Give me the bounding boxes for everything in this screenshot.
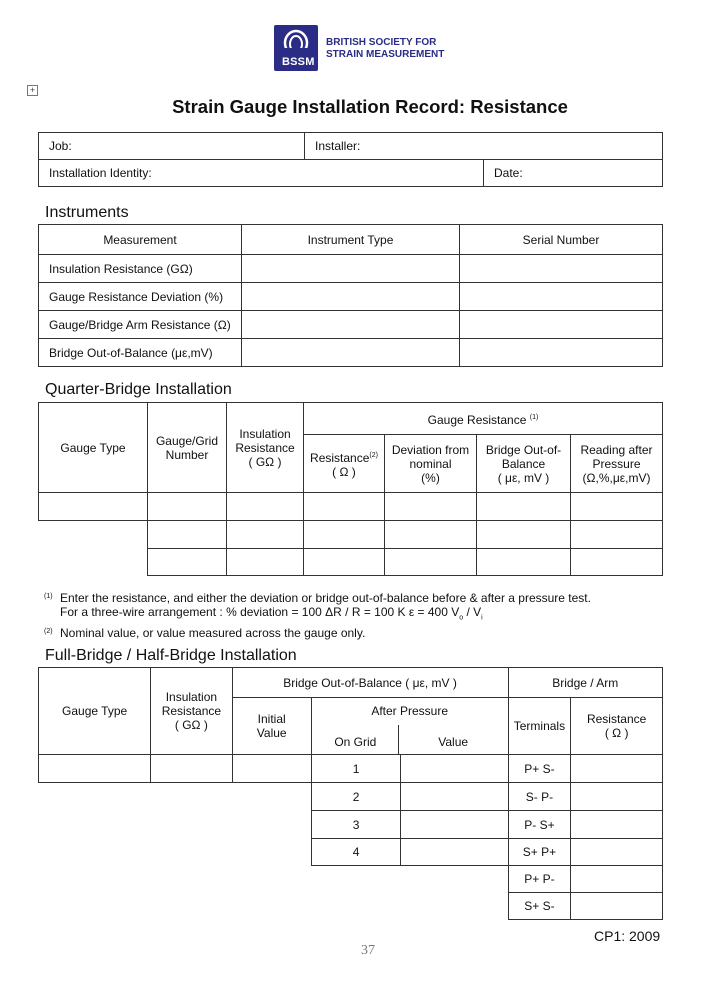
document-code: CP1: 2009 xyxy=(594,928,661,944)
measurement-cell: Bridge Out-of-Balance (με,mV) xyxy=(39,339,242,367)
table-row xyxy=(39,811,663,839)
terminal-label: S+ S- xyxy=(508,893,571,920)
installation-identity-field[interactable] xyxy=(39,160,484,187)
column-header-serial-number: Serial Number xyxy=(460,225,663,255)
initial-value-cell[interactable] xyxy=(232,755,311,783)
move-handle-icon[interactable]: + xyxy=(27,85,38,96)
org-line-2: STRAIN MEASUREMENT xyxy=(326,49,445,60)
grid-number-cell[interactable] xyxy=(148,493,227,521)
date-label: Date: xyxy=(494,166,523,180)
serial-number-cell[interactable] xyxy=(460,311,663,339)
deviation-cell[interactable] xyxy=(385,521,477,549)
table-row xyxy=(39,839,663,866)
divider xyxy=(398,725,399,754)
on-grid-label: On Grid xyxy=(334,735,377,749)
reading-cell[interactable] xyxy=(571,521,663,549)
installer-field[interactable] xyxy=(305,133,663,160)
bob-cell[interactable] xyxy=(477,493,571,521)
column-header-instrument-type: Instrument Type xyxy=(242,225,460,255)
logo-swirl-icon xyxy=(282,28,310,56)
instruments-table xyxy=(38,224,663,367)
resistance-cell[interactable] xyxy=(304,493,385,521)
group-header-bridge-arm: Bridge / Arm xyxy=(508,668,662,698)
logo-text: BSSM xyxy=(282,56,315,68)
arm-resistance-cell[interactable] xyxy=(571,783,663,811)
column-header-resistance: Resistance ( Ω ) xyxy=(571,698,663,755)
empty-cell xyxy=(39,893,312,920)
terminal-label: S- P- xyxy=(508,783,571,811)
empty-cell xyxy=(311,893,508,920)
footnote-1: (1) Enter the resistance, and either the deviation or bridge out-of-balance before & after a pressure test. xyxy=(44,591,591,605)
empty-cell xyxy=(39,521,148,549)
measurement-cell: Insulation Resistance (GΩ) xyxy=(39,255,242,283)
instrument-type-cell[interactable] xyxy=(242,339,460,367)
terminal-label: P+ P- xyxy=(508,866,571,893)
group-header-gauge-resistance: Gauge Resistance $^{(1)}$ xyxy=(304,403,663,435)
column-header-deviation: Deviation from nominal (%) xyxy=(385,435,477,493)
gauge-type-cell[interactable] xyxy=(39,493,148,521)
arm-resistance-cell[interactable] xyxy=(571,811,663,839)
instruments-heading: Instruments xyxy=(45,204,129,221)
date-field[interactable] xyxy=(484,160,663,187)
serial-number-cell[interactable] xyxy=(460,283,663,311)
group-header-bridge-out-of-balance: Bridge Out-of-Balance ( με, mV ) xyxy=(232,668,508,698)
value-cell[interactable] xyxy=(401,839,508,866)
full-bridge-heading: Full-Bridge / Half-Bridge Installation xyxy=(45,647,297,664)
column-header-gauge-type: Gauge Type xyxy=(39,668,151,755)
instrument-type-cell[interactable] xyxy=(242,311,460,339)
table-row xyxy=(39,311,663,339)
empty-cell xyxy=(311,866,508,893)
terminal-label: P+ S- xyxy=(508,755,571,783)
after-pressure-label: After Pressure xyxy=(371,704,449,718)
resistance-cell[interactable] xyxy=(304,549,385,576)
job-field[interactable] xyxy=(39,133,305,160)
table-row xyxy=(39,783,663,811)
table-row xyxy=(39,549,663,576)
column-header-insulation-resistance: Insulation Resistance ( GΩ ) xyxy=(151,668,232,755)
footnote-1-formula: For a three-wire arrangement : % deviation = 100 ΔR / R = 100 K ε = 400 $V_o / V_i$ xyxy=(60,605,483,622)
quarter-bridge-table xyxy=(38,402,663,576)
footnote-2: (2) Nominal value, or value measured across the gauge only. xyxy=(44,626,366,641)
empty-cell xyxy=(39,866,312,893)
column-header-gauge-grid-number: Gauge/Grid Number xyxy=(148,403,227,493)
page-title: Strain Gauge Installation Record: Resistance xyxy=(172,96,568,117)
measurement-cell: Gauge/Bridge Arm Resistance (Ω) xyxy=(39,311,242,339)
insulation-cell[interactable] xyxy=(227,549,304,576)
arm-resistance-cell[interactable] xyxy=(571,893,663,920)
column-header-insulation-resistance: Insulation Resistance ( GΩ ) xyxy=(227,403,304,493)
column-header-resistance: Resistance$^{(2)}$ ( Ω ) xyxy=(304,435,385,493)
grid-number-cell[interactable] xyxy=(148,521,227,549)
footnotes xyxy=(44,590,591,640)
column-header-reading-after-pressure: Reading after Pressure (Ω,%,με,mV) xyxy=(571,435,663,493)
table-row xyxy=(39,255,663,283)
org-line-1: BRITISH SOCIETY FOR xyxy=(326,37,437,48)
grid-number-cell[interactable] xyxy=(148,549,227,576)
value-cell[interactable] xyxy=(401,783,508,811)
insulation-cell[interactable] xyxy=(227,521,304,549)
column-header-bridge-out-of-balance: Bridge Out-of- Balance ( με, mV ) xyxy=(477,435,571,493)
table-row xyxy=(39,521,663,549)
instrument-type-cell[interactable] xyxy=(242,283,460,311)
table-row xyxy=(39,493,663,521)
table-row xyxy=(39,755,663,783)
organization-name xyxy=(326,37,444,61)
column-header-measurement: Measurement xyxy=(39,225,242,255)
column-header-initial-value: Initial Value xyxy=(232,698,311,755)
serial-number-cell[interactable] xyxy=(460,339,663,367)
bssm-logo xyxy=(274,25,318,71)
insulation-cell[interactable] xyxy=(151,755,232,783)
quarter-bridge-heading: Quarter-Bridge Installation xyxy=(45,381,232,398)
serial-number-cell[interactable] xyxy=(460,255,663,283)
insulation-cell[interactable] xyxy=(227,493,304,521)
column-header-terminals: Terminals xyxy=(508,698,571,755)
deviation-cell[interactable] xyxy=(385,493,477,521)
table-row xyxy=(39,283,663,311)
gauge-type-cell[interactable] xyxy=(39,755,151,783)
table-row xyxy=(39,339,663,367)
job-info-table xyxy=(38,132,663,187)
job-label: Job: xyxy=(49,139,72,153)
installation-identity-label: Installation Identity: xyxy=(49,166,152,180)
full-bridge-table xyxy=(38,667,663,920)
arm-resistance-cell[interactable] xyxy=(571,866,663,893)
resistance-cell[interactable] xyxy=(304,521,385,549)
value-cell[interactable] xyxy=(401,811,508,839)
grid-number: 1 xyxy=(311,755,401,783)
deviation-cell[interactable] xyxy=(385,549,477,576)
grid-number: 2 xyxy=(311,783,401,811)
grid-number: 4 xyxy=(311,839,401,866)
bob-cell[interactable] xyxy=(477,521,571,549)
instrument-type-cell[interactable] xyxy=(242,255,460,283)
empty-cell xyxy=(39,811,312,839)
value-cell[interactable] xyxy=(401,755,508,783)
arm-resistance-cell[interactable] xyxy=(571,839,663,866)
empty-cell xyxy=(39,839,312,866)
arm-resistance-cell[interactable] xyxy=(571,755,663,783)
terminal-label: S+ P+ xyxy=(508,839,571,866)
grid-number: 3 xyxy=(311,811,401,839)
page-number: 37 xyxy=(361,943,375,958)
column-header-gauge-type: Gauge Type xyxy=(39,403,148,493)
table-row xyxy=(39,893,663,920)
empty-cell xyxy=(39,549,148,576)
bob-cell[interactable] xyxy=(477,549,571,576)
empty-cell xyxy=(39,783,312,811)
value-label: Value xyxy=(438,735,469,749)
reading-cell[interactable] xyxy=(571,493,663,521)
column-header-after-pressure xyxy=(311,698,508,755)
measurement-cell: Gauge Resistance Deviation (%) xyxy=(39,283,242,311)
table-row xyxy=(39,866,663,893)
reading-cell[interactable] xyxy=(571,549,663,576)
installer-label: Installer: xyxy=(315,139,361,153)
terminal-label: P- S+ xyxy=(508,811,571,839)
